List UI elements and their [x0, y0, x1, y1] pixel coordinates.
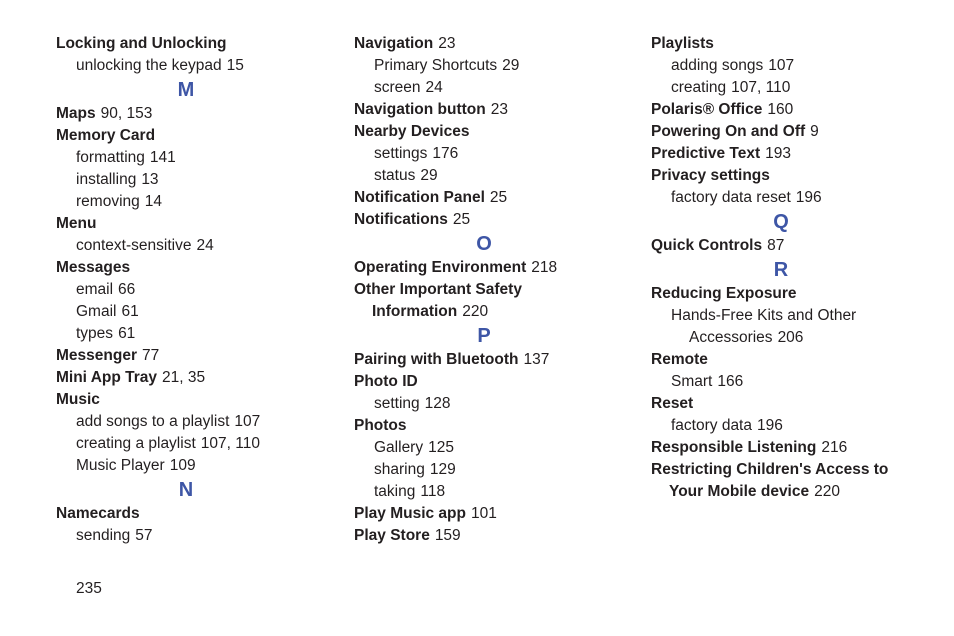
entry-term: unlocking the keypad — [76, 57, 222, 74]
entry-term: Accessories — [689, 329, 773, 346]
index-entry — [56, 125, 341, 147]
entry-page-refs: 196 — [757, 417, 783, 434]
entry-page-refs: 21, 35 — [162, 369, 206, 386]
section-letter-r: R — [773, 259, 789, 281]
entry-page-refs: 141 — [149, 149, 176, 166]
index-entry — [56, 213, 341, 235]
index-entry — [354, 371, 639, 393]
entry-term: Hands-Free Kits and Other — [671, 307, 857, 324]
entry-term: Gallery — [374, 439, 424, 456]
entry-page-refs: 14 — [144, 193, 162, 210]
entry-page-refs: 159 — [434, 527, 461, 544]
entry-term: Navigation button — [354, 101, 486, 118]
entry-page-refs: 61 — [118, 325, 136, 342]
index-subentry — [651, 55, 936, 77]
entry-term: types — [76, 325, 114, 342]
entry-term: Navigation — [354, 35, 434, 52]
index-entry — [651, 121, 936, 143]
index-subentry — [56, 525, 341, 547]
entry-page-refs: 137 — [523, 351, 550, 368]
entry-page-refs: 193 — [765, 145, 791, 162]
entry-term: adding songs — [671, 57, 764, 74]
index-entry — [354, 415, 639, 437]
entry-page-refs: 23 — [490, 101, 508, 118]
index-entry — [354, 301, 639, 323]
entry-term: Powering On and Off — [651, 123, 806, 140]
entry-term: Maps — [56, 105, 96, 122]
section-letter-m: M — [177, 79, 195, 101]
entry-term: settings — [374, 145, 428, 162]
entry-term: taking — [374, 483, 416, 500]
index-entry — [56, 33, 341, 55]
entry-page-refs: 87 — [767, 237, 785, 254]
index-entry — [651, 99, 936, 121]
entry-page-refs: 107 — [768, 57, 795, 74]
entry-page-refs: 220 — [814, 483, 840, 500]
index-subentry — [56, 279, 341, 301]
entry-term: formatting — [76, 149, 145, 166]
index-entry — [354, 187, 639, 209]
index-entry — [651, 481, 936, 503]
section-letter-n: N — [178, 479, 194, 501]
index-subentry — [354, 481, 639, 503]
index-entry — [354, 257, 639, 279]
index-subentry — [56, 55, 341, 77]
entry-term: Play Music app — [354, 505, 466, 522]
entry-page-refs: 107 — [234, 413, 261, 430]
index-subentry — [56, 323, 341, 345]
entry-page-refs: 160 — [767, 101, 794, 118]
entry-term: Messages — [56, 259, 131, 276]
entry-page-refs: 15 — [226, 57, 244, 74]
entry-term: sharing — [374, 461, 425, 478]
entry-term: Photos — [354, 417, 407, 434]
entry-term: Mini App Tray — [56, 369, 158, 386]
index-subentry — [354, 393, 639, 415]
entry-term: Responsible Listening — [651, 439, 817, 456]
index-entry — [56, 257, 341, 279]
entry-page-refs: 101 — [470, 505, 497, 522]
entry-page-refs: 77 — [141, 347, 160, 364]
index-entry — [354, 525, 639, 547]
index-subentry — [354, 143, 639, 165]
entry-term: Locking and Unlocking — [56, 35, 227, 52]
index-subentry — [354, 165, 639, 187]
index-subentry — [56, 455, 341, 477]
entry-term: screen — [374, 79, 421, 96]
entry-term: email — [76, 281, 114, 298]
index-subentry — [56, 147, 341, 169]
entry-term: installing — [76, 171, 137, 188]
entry-page-refs: 90, 153 — [100, 105, 153, 122]
entry-term: setting — [374, 395, 420, 412]
index-entry — [651, 393, 936, 415]
section-letter-q: Q — [773, 211, 789, 233]
index-entry — [354, 349, 639, 371]
index-entry — [354, 33, 639, 55]
entry-page-refs: 29 — [420, 167, 438, 184]
entry-term: creating — [671, 79, 727, 96]
index-entry — [651, 459, 936, 481]
entry-term: Notifications — [354, 211, 448, 228]
entry-page-refs: 107, 110 — [200, 435, 260, 452]
entry-term: Gmail — [76, 303, 117, 320]
entry-page-refs: 29 — [502, 57, 520, 74]
entry-page-refs: 13 — [141, 171, 159, 188]
index-subentry — [56, 301, 341, 323]
entry-term: factory data reset — [671, 189, 791, 206]
entry-term: Restricting Children's Access to — [651, 461, 889, 478]
index-subentry — [651, 371, 936, 393]
index-subentry — [354, 437, 639, 459]
entry-page-refs: 66 — [118, 281, 136, 298]
entry-term: add songs to a playlist — [76, 413, 230, 430]
entry-term: Other Important Safety — [354, 281, 522, 298]
entry-term: Namecards — [56, 505, 140, 522]
entry-page-refs: 220 — [462, 303, 489, 320]
entry-term: Polaris® Office — [651, 101, 763, 118]
entry-term: Predictive Text — [651, 145, 761, 162]
index-subentry — [354, 55, 639, 77]
entry-page-refs: 23 — [438, 35, 456, 52]
index-subentry — [651, 187, 936, 209]
index-subentry — [56, 433, 341, 455]
page-number: 235 — [76, 580, 102, 597]
entry-term: context-sensitive — [76, 237, 192, 254]
entry-term: status — [374, 167, 416, 184]
index-subentry — [56, 191, 341, 213]
index-entry — [651, 235, 936, 257]
entry-page-refs: 218 — [531, 259, 558, 276]
entry-term: Operating Environment — [354, 259, 527, 276]
index-subentry — [354, 459, 639, 481]
entry-term: Reset — [651, 395, 694, 412]
index-column-1 — [56, 33, 341, 547]
entry-page-refs: 24 — [196, 237, 214, 254]
index-entry — [354, 279, 639, 301]
entry-term: Pairing with Bluetooth — [354, 351, 519, 368]
index-subentry — [651, 415, 936, 437]
index-entry — [651, 349, 936, 371]
entry-page-refs: 61 — [121, 303, 139, 320]
entry-page-refs: 216 — [821, 439, 848, 456]
index-column-2 — [354, 33, 639, 547]
index-entry — [651, 33, 936, 55]
entry-term: Reducing Exposure — [651, 285, 797, 302]
entry-term: factory data — [671, 417, 752, 434]
entry-page-refs: 109 — [169, 457, 196, 474]
entry-term: Messenger — [56, 347, 137, 364]
index-entry — [56, 503, 341, 525]
index-subentry — [56, 169, 341, 191]
entry-page-refs: 176 — [432, 145, 459, 162]
entry-term: Primary Shortcuts — [374, 57, 498, 74]
index-entry — [354, 503, 639, 525]
entry-term: Playlists — [651, 35, 714, 52]
index-entry — [651, 437, 936, 459]
index-entry — [354, 99, 639, 121]
index-subentry — [651, 77, 936, 99]
entry-page-refs: 129 — [429, 461, 456, 478]
index-entry — [56, 103, 341, 125]
entry-term: Photo ID — [354, 373, 418, 390]
entry-page-refs: 196 — [795, 189, 822, 206]
entry-term: Smart — [671, 373, 713, 390]
entry-term: Privacy settings — [651, 167, 770, 184]
entry-page-refs: 25 — [452, 211, 471, 228]
index-entry — [56, 367, 341, 389]
entry-page-refs: 57 — [135, 527, 153, 544]
entry-page-refs: 206 — [777, 329, 804, 346]
entry-page-refs: 118 — [420, 483, 446, 500]
entry-term: creating a playlist — [76, 435, 196, 452]
entry-page-refs: 128 — [424, 395, 451, 412]
entry-term: Notification Panel — [354, 189, 485, 206]
entry-term: Remote — [651, 351, 708, 368]
entry-page-refs: 24 — [425, 79, 443, 96]
index-column-3 — [651, 33, 936, 503]
index-entry — [651, 165, 936, 187]
entry-page-refs: 107, 110 — [731, 79, 791, 96]
entry-term: sending — [76, 527, 131, 544]
entry-page-refs: 25 — [489, 189, 508, 206]
index-entry — [651, 143, 936, 165]
entry-page-refs: 125 — [428, 439, 454, 456]
section-letter-o: O — [476, 233, 492, 255]
section-letter-p: P — [477, 325, 491, 347]
entry-term: Your Mobile device — [669, 483, 810, 500]
entry-term: Music — [56, 391, 100, 408]
index-subentry — [651, 327, 936, 349]
entry-term: Information — [372, 303, 458, 320]
entry-term: Menu — [56, 215, 97, 232]
index-entry — [56, 389, 341, 411]
entry-term: Music Player — [76, 457, 165, 474]
entry-term: removing — [76, 193, 140, 210]
index-entry — [56, 345, 341, 367]
index-subentry — [651, 305, 936, 327]
entry-page-refs: 166 — [717, 373, 744, 390]
entry-term: Play Store — [354, 527, 430, 544]
index-entry — [354, 209, 639, 231]
index-entry — [651, 283, 936, 305]
entry-page-refs: 9 — [810, 123, 819, 140]
index-subentry — [354, 77, 639, 99]
index-entry — [354, 121, 639, 143]
entry-term: Nearby Devices — [354, 123, 470, 140]
entry-term: Quick Controls — [651, 237, 763, 254]
index-subentry — [56, 411, 341, 433]
index-subentry — [56, 235, 341, 257]
entry-term: Memory Card — [56, 127, 156, 144]
